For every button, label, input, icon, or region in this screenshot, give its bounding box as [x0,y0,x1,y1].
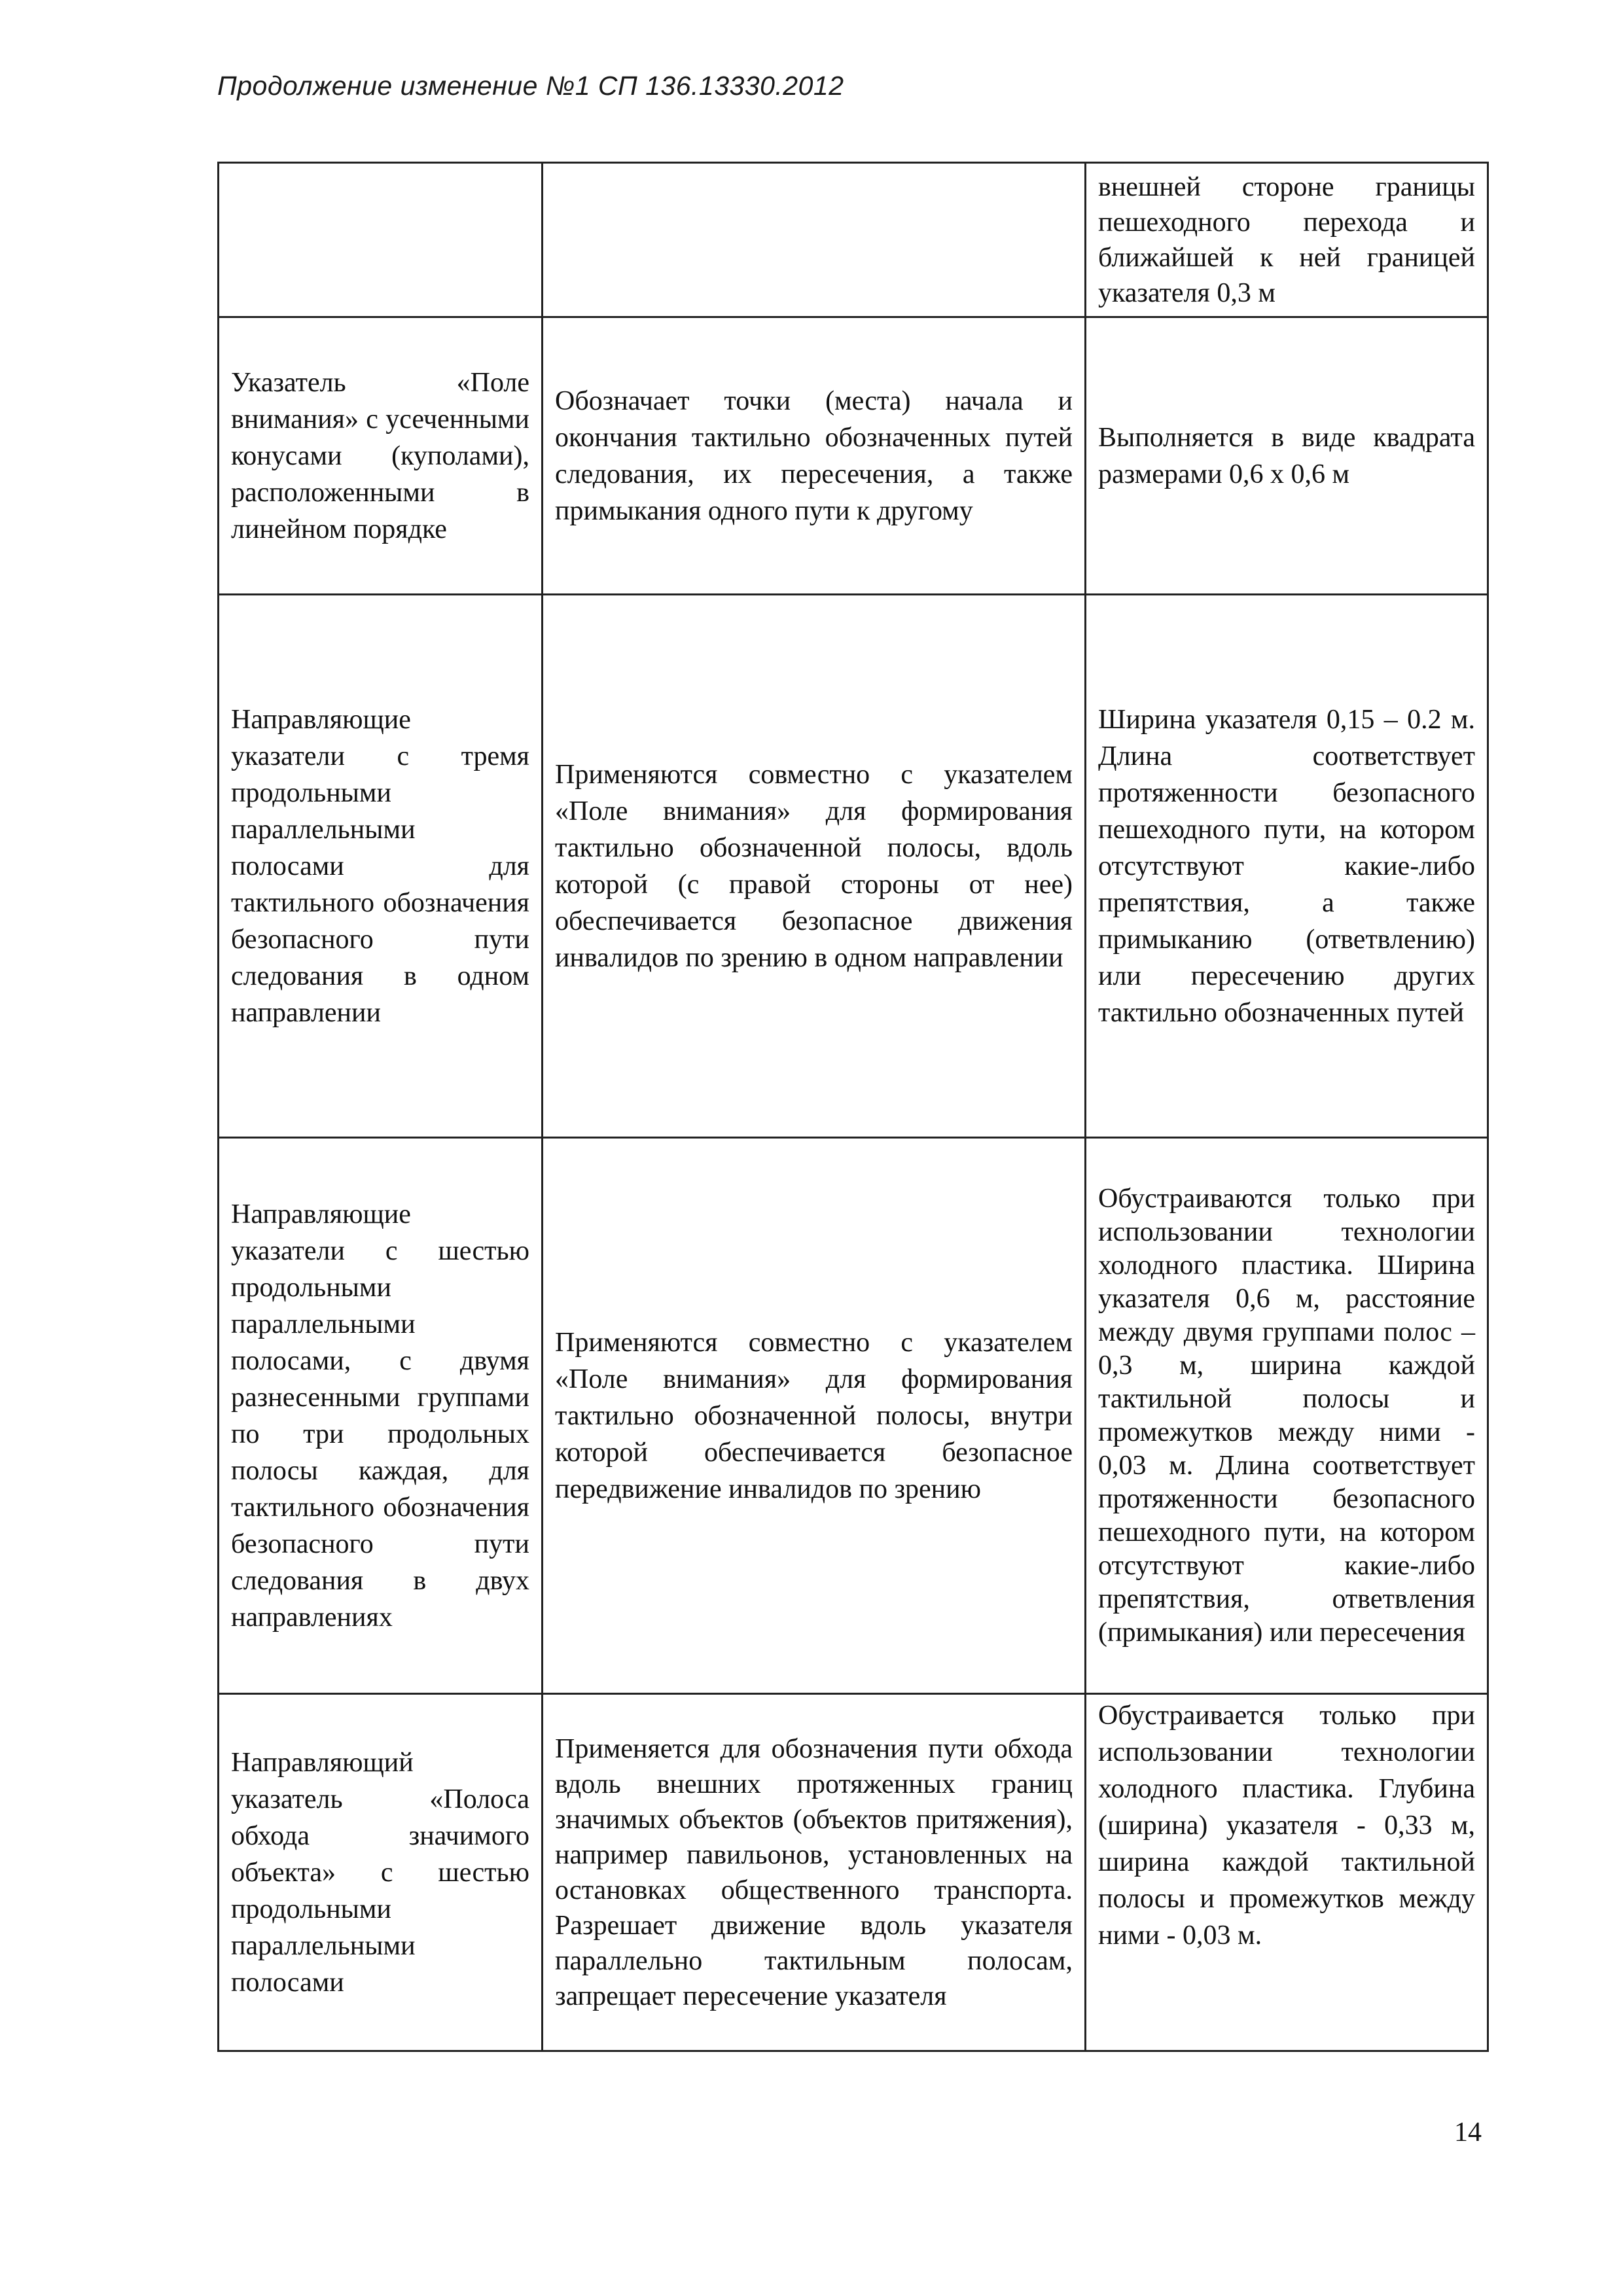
cell-purpose [543,163,1086,317]
running-header: Продолжение изменение №1 СП 136.13330.2012 [217,71,844,101]
table-row [219,317,1488,595]
requirements-table [217,162,1489,2052]
table-row [219,595,1488,1138]
cell-purpose: Применяются совместно с указателем «Поле внимания» для формирования тактильно обозначенной полосы, внутри которой обеспечивается безопасное передвижение инвалидов по зрению [543,1138,1086,1694]
cell-indicator-name: Указатель «Поле внимания» с усеченными конусами (куполами), расположенными в линейном порядке [219,317,543,595]
cell-purpose: Применяется для обозначения пути обхода вдоль внешних протяженных границ значимых объектов (объектов притяжения), например павильонов, установленных на остановках общественного транспорта. Разрешает движение вдоль указателя параллельно тактильным полосам, запрещает пересечение указателя [543,1694,1086,2051]
cell-indicator-name: Направляющие указатели с шестью продольными параллельными полосами, с двумя разнесенными группами по три продольных полосы каждая, для тактильного обозначения безопасного пути следования в двух направлениях [219,1138,543,1694]
cell-indicator-name: Направляющий указатель «Полоса обхода значимого объекта» с шестью продольными параллельными полосами [219,1694,543,2051]
table-row [219,163,1488,317]
cell-indicator-name [219,163,543,317]
cell-requirements: Обустраивается только при использовании технологии холодного пластика. Глубина (ширина) указателя - 0,33 м, ширина каждой тактильной полосы и промежутков между ними - 0,03 м. [1086,1694,1488,2051]
cell-requirements: Выполняется в виде квадрата размерами 0,6 х 0,6 м [1086,317,1488,595]
table-row [219,1694,1488,2051]
cell-requirements: Ширина указателя 0,15 – 0.2 м. Длина соответствует протяженности безопасного пешеходного пути, на котором отсутствуют какие-либо препятствия, а также примыканию (ответвлению) или пересечению других тактильно обозначенных путей [1086,595,1488,1138]
table-row [219,1138,1488,1694]
cell-purpose: Обозначает точки (места) начала и окончания тактильно обозначенных путей следования, их пересечения, а также примыкания одного пути к другому [543,317,1086,595]
cell-requirements: Обустраиваются только при использовании технологии холодного пластика. Ширина указателя 0,6 м, расстояние между двумя группами полос – 0,3 м, ширина каждой тактильной полосы и промежутков между ними - 0,03 м. Длина соответствует протяженности безопасного пешеходного пути, на котором отсутствуют какие-либо препятствия, ответвления (примыкания) или пересечения [1086,1138,1488,1694]
page-number: 14 [1454,2117,1482,2147]
cell-requirements: внешней стороне границы пешеходного перехода и ближайшей к ней границей указателя 0,3 м [1086,163,1488,317]
cell-indicator-name: Направляющие указатели с тремя продольными параллельными полосами для тактильного обозначения безопасного пути следования в одном направлении [219,595,543,1138]
cell-purpose: Применяются совместно с указателем «Поле внимания» для формирования тактильно обозначенной полосы, вдоль которой (с правой стороны от нее) обеспечивается безопасное движения инвалидов по зрению в одном направлении [543,595,1086,1138]
